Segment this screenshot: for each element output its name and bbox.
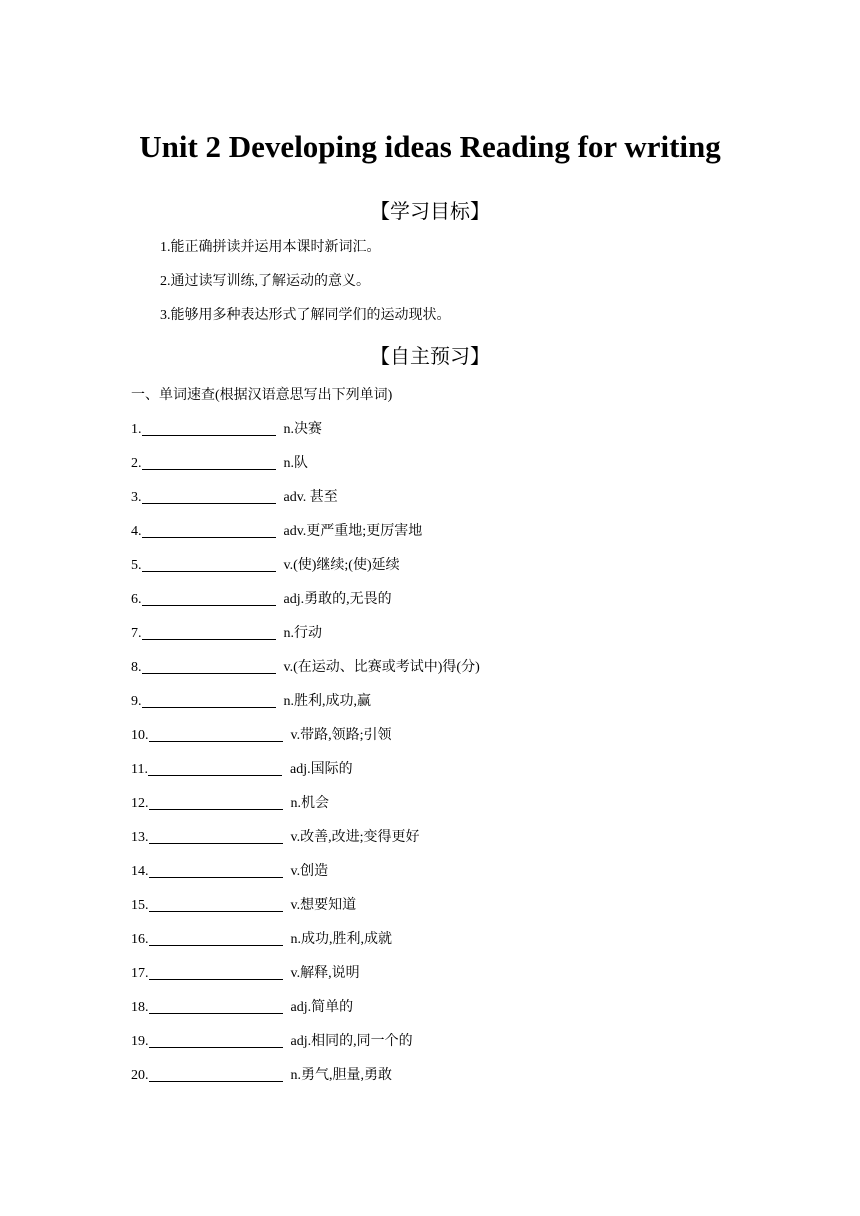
goals-heading: 【学习目标】 xyxy=(370,199,490,223)
vocab-meaning: v.创造 xyxy=(290,864,329,879)
vocab-meaning: adv. 甚至 xyxy=(283,490,338,505)
vocab-meaning: adj.勇敢的,无畏的 xyxy=(283,592,392,607)
goal-item: 2.通过读写训练,了解运动的意义。 xyxy=(160,274,370,289)
vocab-meaning: adj.简单的 xyxy=(290,1000,354,1015)
answer-blank[interactable] xyxy=(149,794,283,810)
answer-blank[interactable] xyxy=(142,692,276,708)
answer-blank[interactable] xyxy=(142,658,276,674)
goal-item: 1.能正确拼读并运用本课时新词汇。 xyxy=(160,240,381,255)
vocab-item xyxy=(131,896,480,930)
preview-heading: 【自主预习】 xyxy=(370,344,490,368)
answer-blank[interactable] xyxy=(142,488,276,504)
vocab-number: 12. xyxy=(131,796,149,811)
vocab-number: 4. xyxy=(131,524,142,539)
goal-item: 3.能够用多种表达形式了解同学们的运动现状。 xyxy=(160,308,451,323)
vocab-meaning: n.成功,胜利,成就 xyxy=(290,932,392,947)
vocab-number: 2. xyxy=(131,456,142,471)
vocab-number: 11. xyxy=(131,762,148,777)
vocab-meaning: n.胜利,成功,赢 xyxy=(283,694,371,709)
vocab-number: 5. xyxy=(131,558,142,573)
vocab-meaning: v.想要知道 xyxy=(290,898,357,913)
vocab-meaning: n.队 xyxy=(283,456,308,471)
vocab-meaning: adj.相同的,同一个的 xyxy=(290,1034,413,1049)
vocab-item xyxy=(131,522,480,556)
vocab-meaning: n.决赛 xyxy=(283,422,322,437)
answer-blank[interactable] xyxy=(149,726,283,742)
answer-blank[interactable] xyxy=(149,930,283,946)
vocab-number: 6. xyxy=(131,592,142,607)
vocab-number: 19. xyxy=(131,1034,149,1049)
vocab-meaning: v.(在运动、比赛或考试中)得(分) xyxy=(283,660,480,675)
vocab-item xyxy=(131,488,480,522)
vocab-number: 14. xyxy=(131,864,149,879)
vocab-meaning: v.改善,改进;变得更好 xyxy=(290,830,420,845)
answer-blank[interactable] xyxy=(149,862,283,878)
vocab-number: 13. xyxy=(131,830,149,845)
vocab-item xyxy=(131,760,480,794)
vocab-item xyxy=(131,624,480,658)
vocab-item xyxy=(131,658,480,692)
vocab-meaning: adj.国际的 xyxy=(289,762,353,777)
vocab-number: 15. xyxy=(131,898,149,913)
vocab-item xyxy=(131,828,480,862)
vocab-number: 17. xyxy=(131,966,149,981)
vocab-item xyxy=(131,794,480,828)
vocab-instructions: 一、单词速查(根据汉语意思写出下列单词) xyxy=(131,388,393,403)
page-title: Unit 2 Developing ideas Reading for writing xyxy=(139,129,721,164)
vocab-meaning: v.带路,领路;引领 xyxy=(290,728,392,743)
vocab-meaning: n.勇气,胆量,勇敢 xyxy=(290,1068,392,1083)
answer-blank[interactable] xyxy=(142,522,276,538)
vocab-item xyxy=(131,964,480,998)
answer-blank[interactable] xyxy=(142,556,276,572)
vocab-meaning: v.(使)继续;(使)延续 xyxy=(283,558,400,573)
vocab-number: 18. xyxy=(131,1000,149,1015)
vocab-item xyxy=(131,454,480,488)
vocab-item xyxy=(131,420,480,454)
answer-blank[interactable] xyxy=(142,420,276,436)
vocab-item xyxy=(131,590,480,624)
answer-blank[interactable] xyxy=(142,624,276,640)
vocab-item xyxy=(131,862,480,896)
vocab-number: 3. xyxy=(131,490,142,505)
vocab-number: 1. xyxy=(131,422,142,437)
answer-blank[interactable] xyxy=(149,998,283,1014)
answer-blank[interactable] xyxy=(149,1066,283,1082)
answer-blank[interactable] xyxy=(142,590,276,606)
vocab-item xyxy=(131,930,480,964)
vocab-meaning: adv.更严重地;更厉害地 xyxy=(283,524,423,539)
answer-blank[interactable] xyxy=(142,454,276,470)
vocab-meaning: n.机会 xyxy=(290,796,329,811)
vocab-item xyxy=(131,998,480,1032)
vocab-item xyxy=(131,692,480,726)
vocab-item xyxy=(131,726,480,760)
vocab-number: 7. xyxy=(131,626,142,641)
answer-blank[interactable] xyxy=(149,1032,283,1048)
vocab-item xyxy=(131,1032,480,1066)
vocab-item xyxy=(131,1066,480,1100)
vocab-number: 20. xyxy=(131,1068,149,1083)
vocab-meaning: n.行动 xyxy=(283,626,322,641)
vocab-number: 9. xyxy=(131,694,142,709)
vocab-number: 10. xyxy=(131,728,149,743)
answer-blank[interactable] xyxy=(149,828,283,844)
vocab-number: 8. xyxy=(131,660,142,675)
vocab-item xyxy=(131,556,480,590)
answer-blank[interactable] xyxy=(149,964,283,980)
vocab-number: 16. xyxy=(131,932,149,947)
answer-blank[interactable] xyxy=(149,896,283,912)
vocab-meaning: v.解释,说明 xyxy=(290,966,360,981)
answer-blank[interactable] xyxy=(148,760,282,776)
vocab-list xyxy=(131,420,480,1100)
